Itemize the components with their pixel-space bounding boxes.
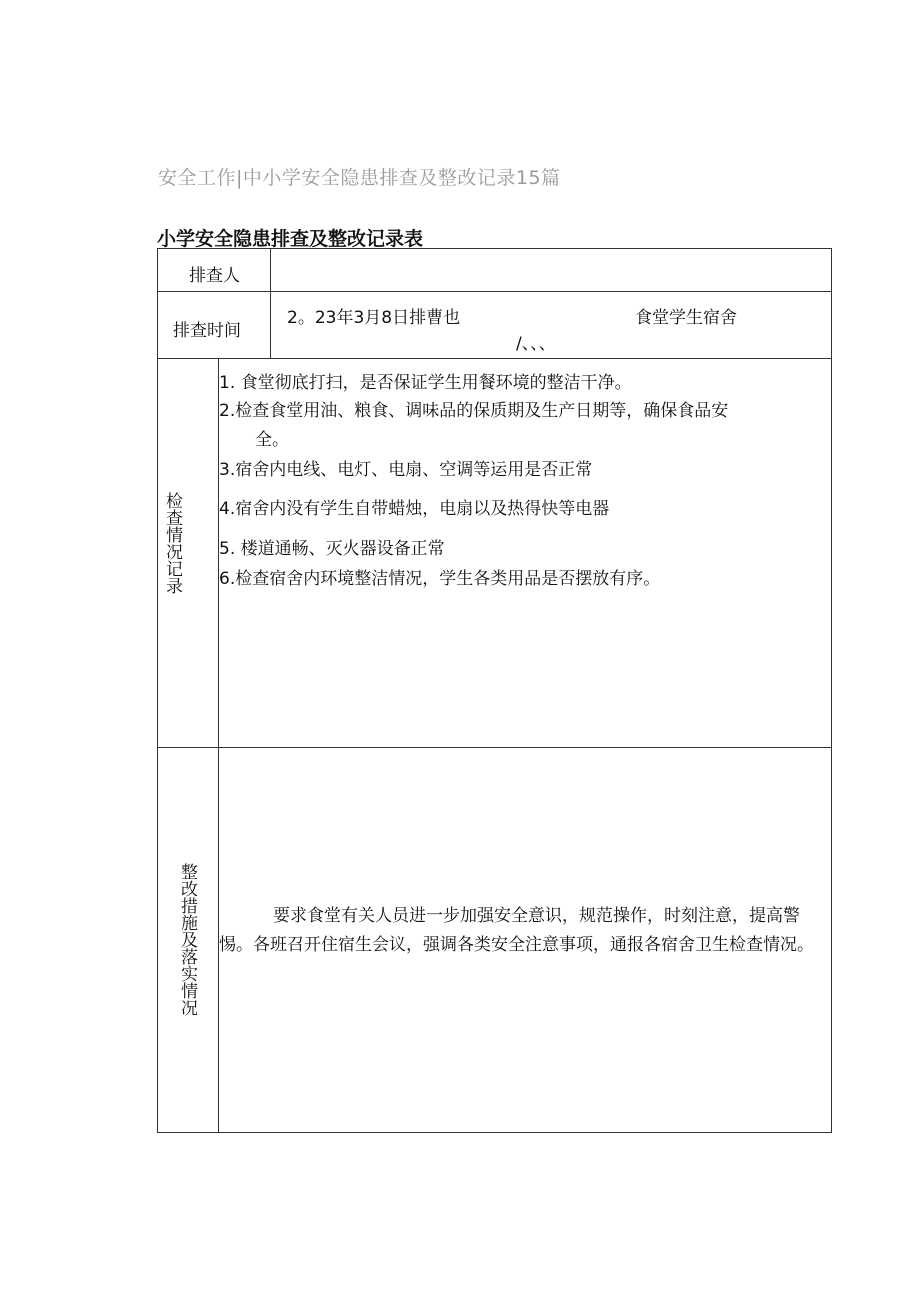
- inspection-marks: /、、、: [516, 334, 556, 354]
- column-divider: [270, 249, 271, 358]
- rectification-text: 要求食堂有关人员进一步加强安全意识，规范操作，时刻注意，提高警惕。各班召开住宿生会议，强调各类安全注意事项，通报各宿舍卫生检查情况。: [219, 906, 814, 955]
- record-item-1: 1. 食堂彻底打扫，是否保证学生用餐环境的整洁干净。: [219, 373, 632, 393]
- table-title: 小学安全隐患排查及整改记录表: [157, 228, 424, 250]
- inspection-location: 食堂学生宿舍: [635, 308, 737, 328]
- document-heading: 安全工作|中小学安全隐患排查及整改记录15篇: [158, 167, 561, 189]
- row-divider: [158, 358, 831, 359]
- record-item-5: 5. 楼道通畅、灭火器设备正常: [219, 539, 445, 559]
- record-item-4: 4.宿舍内没有学生自带蜡烛，电扇以及热得快等电器: [219, 499, 610, 519]
- inspection-table: [157, 248, 832, 1133]
- rectification-label: 整改措施及落实情况: [177, 863, 197, 1016]
- record-item-3: 3.宿舍内电线、电灯、电扇、空调等运用是否正常: [219, 460, 593, 480]
- inspection-date: 2。23年3月8日排曹也: [287, 308, 461, 328]
- row-divider: [158, 747, 831, 748]
- record-item-2: 2.检查食堂用油、粮食、调味品的保质期及生产日期等，确保食品安: [219, 401, 729, 421]
- inspection-record-label: 检查情况记录: [162, 492, 182, 594]
- row-divider: [158, 291, 831, 292]
- inspector-label: 排查人: [189, 266, 240, 286]
- inspection-time-label: 排查时间: [173, 321, 241, 341]
- record-item-6: 6.检查宿舍内环境整洁情况，学生各类用品是否摆放有序。: [219, 569, 661, 589]
- record-item-2-continued: 全。: [255, 430, 289, 450]
